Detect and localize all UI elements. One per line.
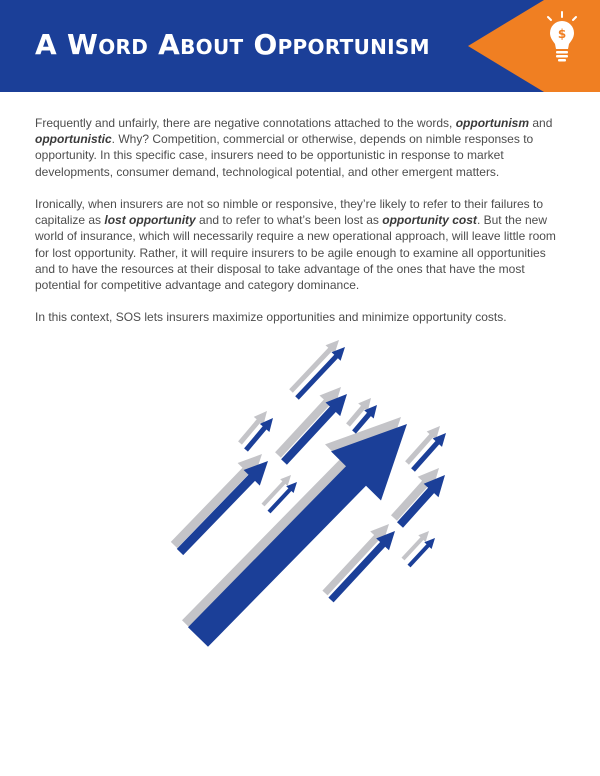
arrow-shadow (171, 454, 262, 548)
emphasized-term: lost opportunity (104, 213, 196, 228)
emphasized-term: opportunism (455, 116, 530, 130)
text-run: . Why? Competition, commercial or otherwise, depends on nimble responses to opportunity. In this specific case, insurers need to be opportunistic in response to market developments, consumer demand, technological potential, and other emergent matters. (35, 132, 534, 179)
arrow-shadow (402, 531, 430, 560)
text-run: and to refer to what’s been lost as (195, 213, 383, 228)
body-text (35, 115, 563, 342)
text-run: and (529, 116, 553, 130)
text-run: Ironically, when insurers are not so nimble or responsive, they’re likely to refer to their failures to capitalize as (35, 197, 544, 228)
page-title: A Word About Opportunism (35, 28, 430, 61)
arrow-shape (177, 461, 268, 555)
text-run: In this context, SOS lets insurers maximize opportunities and minimize opportunity costs. (35, 310, 507, 325)
arrow-shadow (289, 340, 339, 393)
emphasized-term: opportunity cost (382, 213, 477, 228)
arrow-shape (328, 531, 395, 602)
lightbulb-dollar-icon (468, 0, 600, 92)
emphasized-term: opportunistic (35, 132, 112, 147)
svg-text:$: $ (557, 27, 567, 41)
arrow-shadow (322, 524, 389, 595)
paragraph (35, 309, 563, 325)
paragraph (35, 115, 563, 180)
rising-arrows-icon (170, 330, 460, 660)
text-run: Frequently and unfairly, there are negative connotations attached to the words, (35, 116, 456, 130)
paragraph (35, 196, 563, 293)
text-run: . But the new world of insurance, which will necessarily require a new operational approach, will leave little room for lost opportunity. Rather, it will require insurers to be agile enough to examine all opportunities and to have the resources at their disposal to take advantage of the ones that have the most potential for competitive advantage and category dominance. (35, 213, 556, 293)
page-header (0, 0, 600, 92)
